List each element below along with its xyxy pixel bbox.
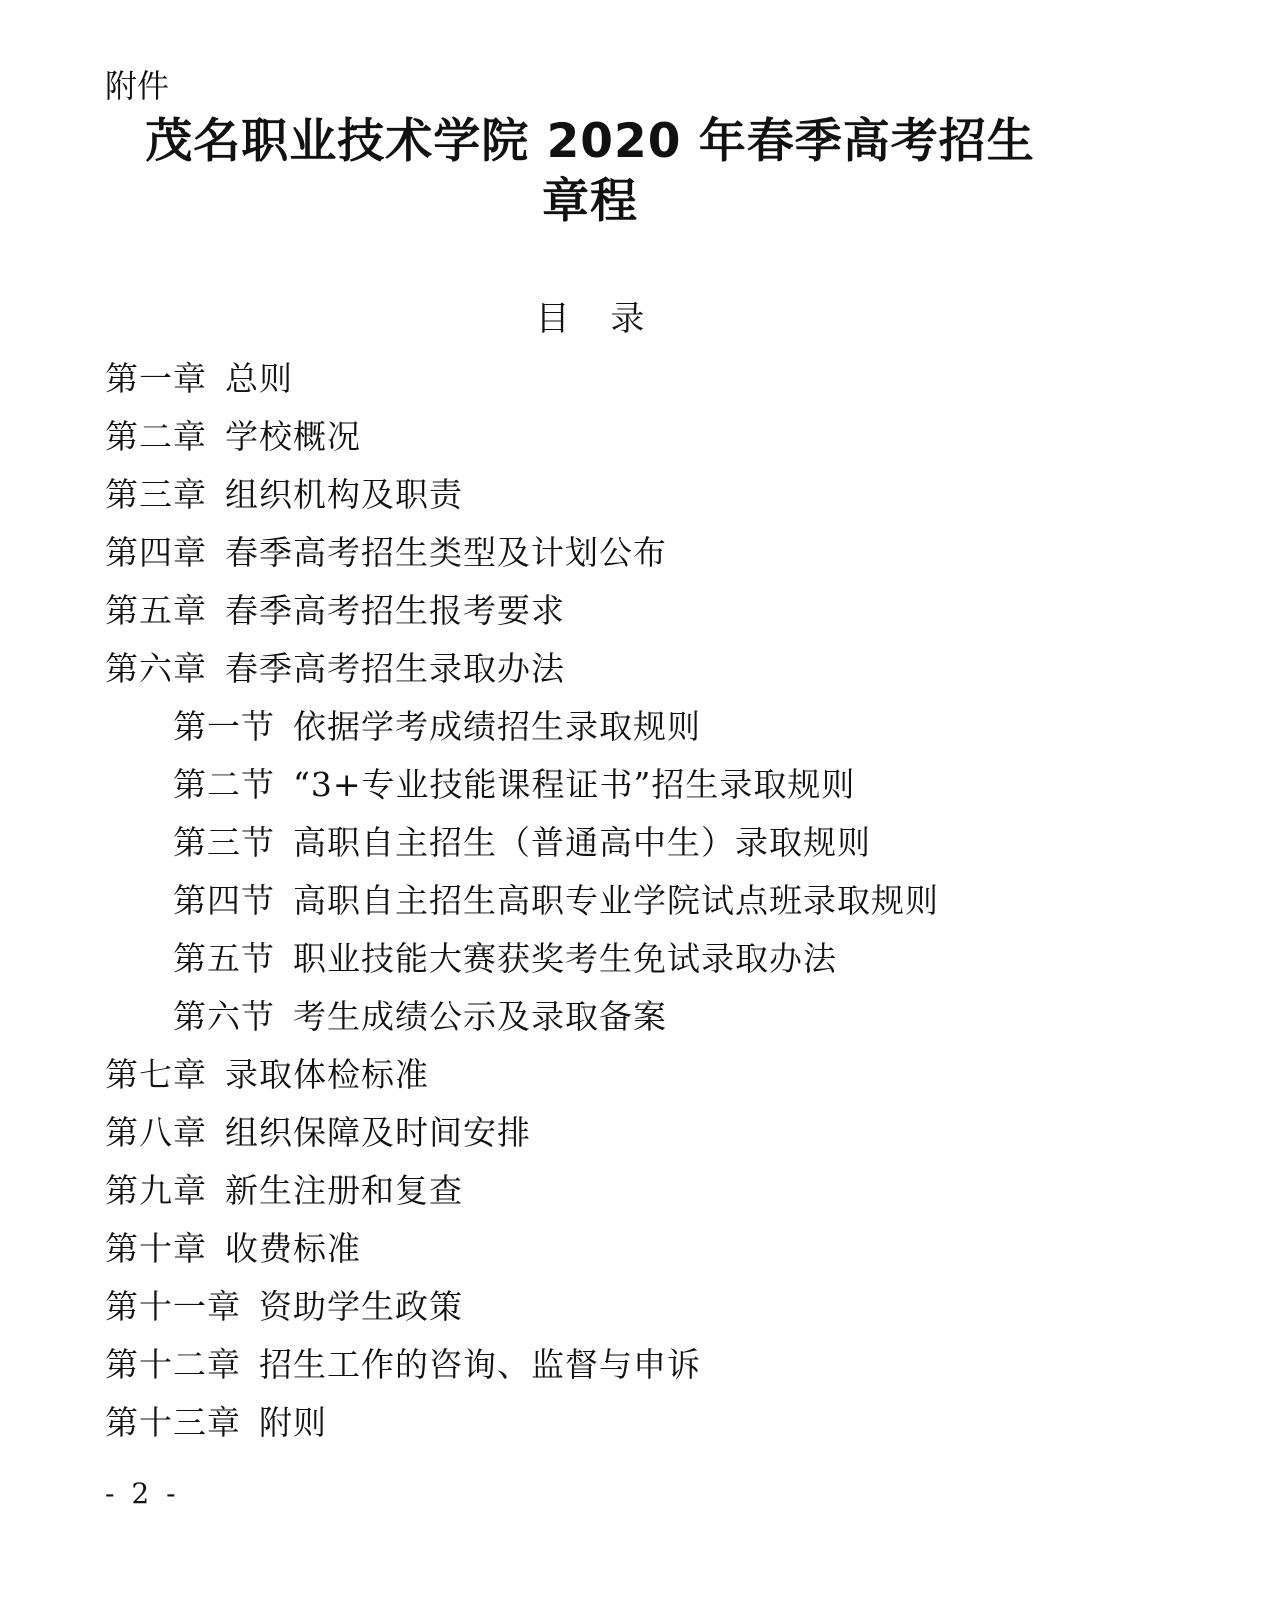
toc-item-number: 第十章 — [105, 1229, 207, 1268]
toc-chapter-item — [0, 1162, 1279, 1220]
toc-item-title: 高职自主招生（普通高中生）录取规则 — [293, 823, 871, 862]
toc-item-title: 组织保障及时间安排 — [225, 1113, 531, 1152]
toc-chapter-item — [0, 1104, 1279, 1162]
toc-chapter-item — [0, 1220, 1279, 1278]
toc-item-number: 第七章 — [105, 1055, 207, 1094]
toc-item-number: 第一节 — [173, 707, 275, 746]
toc-item-number: 第五章 — [105, 591, 207, 630]
toc-item-title: 职业技能大赛获奖考生免试录取办法 — [293, 939, 837, 978]
toc-item-title: “3+专业技能课程证书”招生录取规则 — [293, 765, 856, 804]
toc-item-number: 第十二章 — [105, 1345, 241, 1384]
table-of-contents — [0, 350, 1279, 1452]
toc-chapter-item — [0, 1278, 1279, 1336]
toc-item-title: 春季高考招生录取办法 — [225, 649, 565, 688]
toc-chapter-item — [0, 1046, 1279, 1104]
toc-heading: 目 录 — [535, 299, 645, 339]
toc-item-title: 学校概况 — [225, 417, 361, 456]
toc-section-item — [0, 756, 1279, 814]
toc-item-number: 第九章 — [105, 1171, 207, 1210]
toc-item-number: 第三章 — [105, 475, 207, 514]
toc-item-number: 第四节 — [173, 881, 275, 920]
toc-item-number: 第十一章 — [105, 1287, 241, 1326]
toc-item-title: 录取体检标准 — [225, 1055, 429, 1094]
toc-item-number: 第六章 — [105, 649, 207, 688]
toc-section-item — [0, 988, 1279, 1046]
toc-item-title: 收费标准 — [225, 1229, 361, 1268]
toc-item-title: 依据学考成绩招生录取规则 — [293, 707, 701, 746]
toc-item-title: 招生工作的咨询、监督与申诉 — [259, 1345, 701, 1384]
toc-item-number: 第三节 — [173, 823, 275, 862]
toc-chapter-item — [0, 350, 1279, 408]
attachment-label: 附件 — [105, 67, 170, 105]
toc-item-number: 第五节 — [173, 939, 275, 978]
document-title-line-1: 茂名职业技术学院 2020 年春季高考招生 — [145, 114, 1035, 169]
toc-item-number: 第十三章 — [105, 1403, 241, 1442]
toc-item-title: 附则 — [259, 1403, 327, 1442]
toc-item-number: 第六节 — [173, 997, 275, 1036]
toc-item-title: 春季高考招生类型及计划公布 — [225, 533, 667, 572]
toc-section-item — [0, 814, 1279, 872]
toc-item-number: 第一章 — [105, 359, 207, 398]
toc-chapter-item — [0, 524, 1279, 582]
toc-item-title: 组织机构及职责 — [225, 475, 463, 514]
toc-item-title: 高职自主招生高职专业学院试点班录取规则 — [293, 881, 939, 920]
toc-chapter-item — [0, 582, 1279, 640]
toc-item-number: 第二章 — [105, 417, 207, 456]
toc-chapter-item — [0, 640, 1279, 698]
document-title-line-2: 章程 — [542, 174, 638, 229]
toc-item-title: 资助学生政策 — [259, 1287, 463, 1326]
toc-item-number: 第四章 — [105, 533, 207, 572]
toc-chapter-item — [0, 1336, 1279, 1394]
toc-section-item — [0, 698, 1279, 756]
toc-item-number: 第二节 — [173, 765, 275, 804]
toc-item-number: 第八章 — [105, 1113, 207, 1152]
toc-item-title: 总则 — [225, 359, 293, 398]
toc-chapter-item — [0, 466, 1279, 524]
toc-section-item — [0, 872, 1279, 930]
toc-chapter-item — [0, 408, 1279, 466]
toc-item-title: 考生成绩公示及录取备案 — [293, 997, 667, 1036]
toc-item-title: 春季高考招生报考要求 — [225, 591, 565, 630]
toc-item-title: 新生注册和复查 — [225, 1171, 463, 1210]
toc-section-item — [0, 930, 1279, 988]
toc-chapter-item — [0, 1394, 1279, 1452]
page-number: - 2 - — [105, 1477, 180, 1510]
